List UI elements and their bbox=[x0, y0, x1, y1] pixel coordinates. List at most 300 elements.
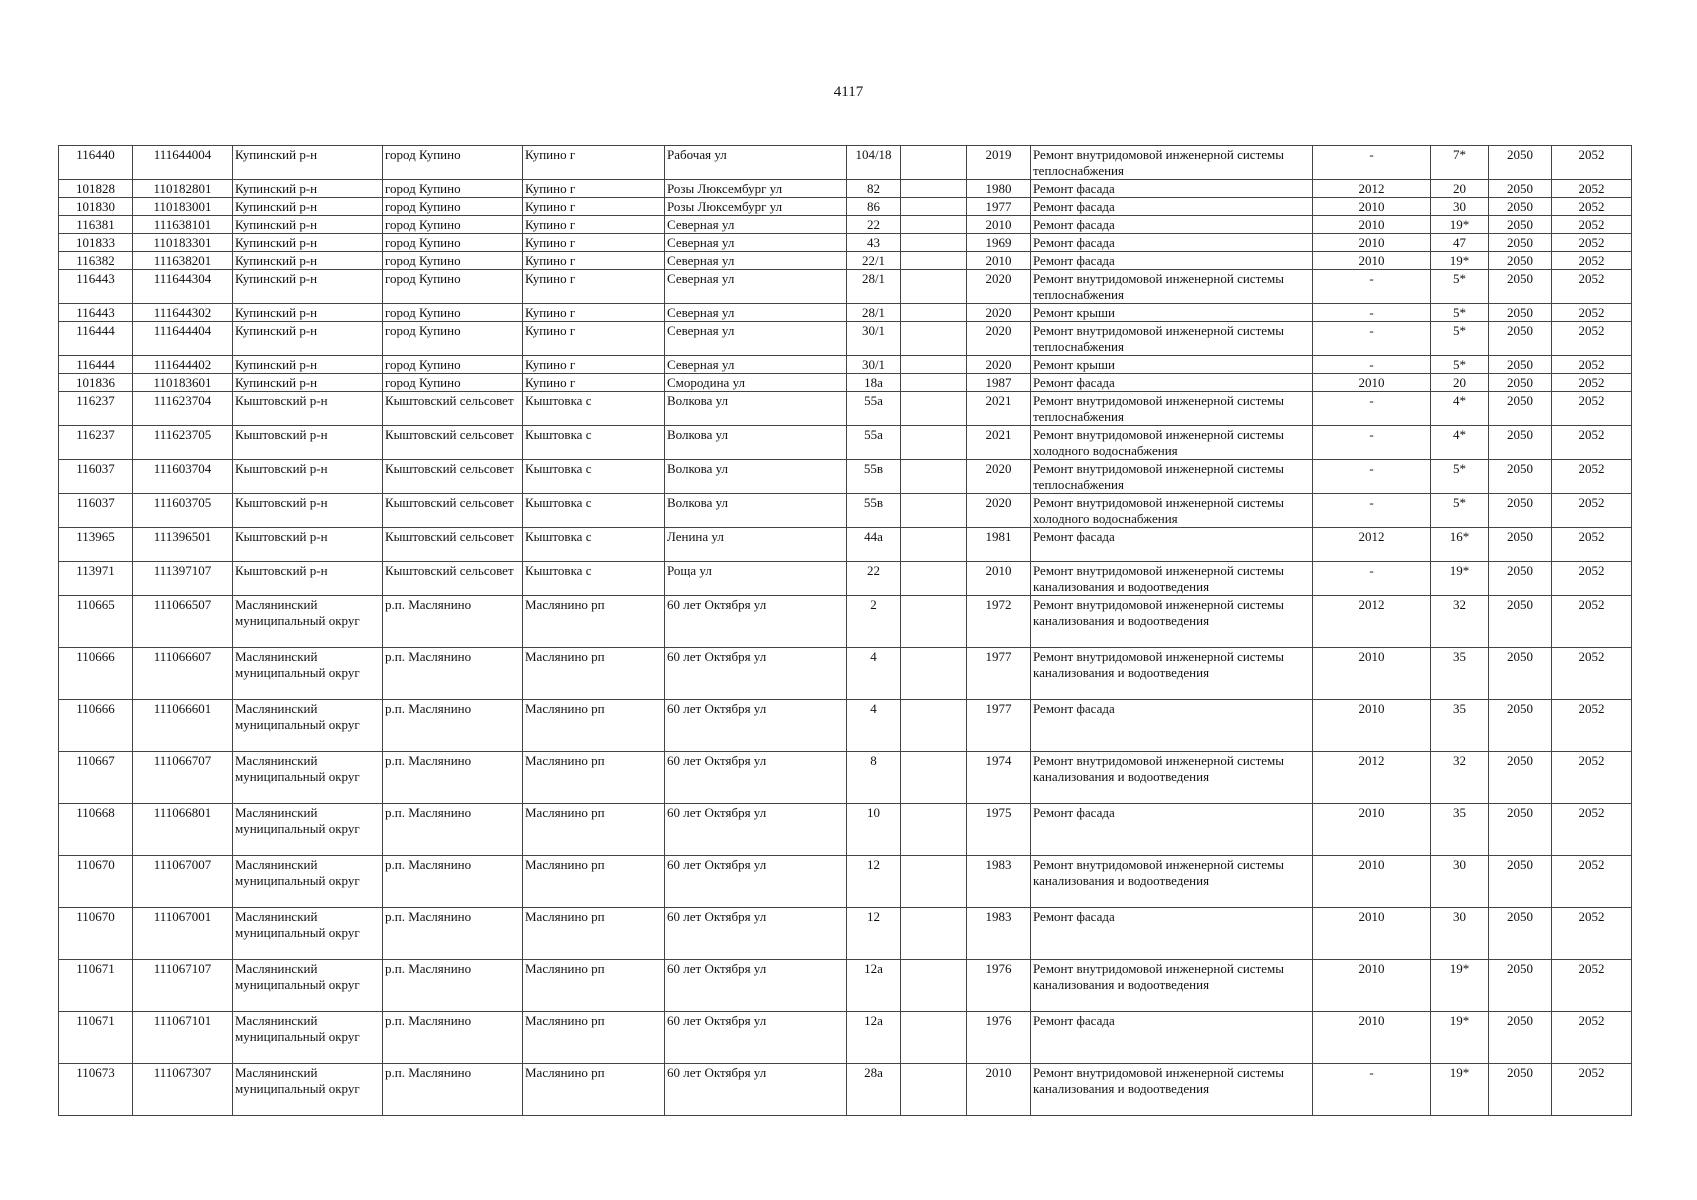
settlement-cell: Кыштовка с bbox=[523, 528, 665, 562]
work-type-cell: Ремонт внутридомовой инженерной системы теплоснабжения bbox=[1031, 322, 1313, 356]
last-repair-year-cell: 2010 bbox=[1313, 700, 1431, 752]
street-cell: Розы Люксембург ул bbox=[665, 180, 847, 198]
settlement-cell: Купино г bbox=[523, 270, 665, 304]
street-cell: Волкова ул bbox=[665, 426, 847, 460]
municipality-cell: город Купино bbox=[383, 252, 523, 270]
year-cell: 1969 bbox=[967, 234, 1031, 252]
work-type-cell: Ремонт крыши bbox=[1031, 304, 1313, 322]
object-code-cell: 111396501 bbox=[133, 528, 233, 562]
year-cell: 1987 bbox=[967, 374, 1031, 392]
house-number-cell: 22 bbox=[847, 216, 901, 234]
street-cell: Северная ул bbox=[665, 356, 847, 374]
plan-year-end-cell: 2052 bbox=[1552, 528, 1632, 562]
table-row bbox=[59, 180, 1632, 198]
house-number-cell: 2 bbox=[847, 596, 901, 648]
count-cell: 35 bbox=[1431, 648, 1489, 700]
district-cell: Купинский р-н bbox=[233, 146, 383, 180]
table-row bbox=[59, 562, 1632, 596]
last-repair-year-cell: 2012 bbox=[1313, 752, 1431, 804]
district-cell: Купинский р-н bbox=[233, 198, 383, 216]
municipality-cell: Кыштовский сельсовет bbox=[383, 460, 523, 494]
plan-year-end-cell: 2052 bbox=[1552, 322, 1632, 356]
object-code-cell: 111644404 bbox=[133, 322, 233, 356]
municipality-cell: р.п. Маслянино bbox=[383, 648, 523, 700]
count-cell: 19* bbox=[1431, 252, 1489, 270]
table-row bbox=[59, 198, 1632, 216]
plan-year-start-cell: 2050 bbox=[1489, 752, 1552, 804]
year-cell: 1976 bbox=[967, 960, 1031, 1012]
house-number-cell: 8 bbox=[847, 752, 901, 804]
work-type-cell: Ремонт фасада bbox=[1031, 234, 1313, 252]
row-id-cell: 116443 bbox=[59, 304, 133, 322]
work-type-cell: Ремонт внутридомовой инженерной системы канализования и водоотведения bbox=[1031, 1064, 1313, 1116]
work-type-cell: Ремонт крыши bbox=[1031, 356, 1313, 374]
house-number-cell: 104/18 bbox=[847, 146, 901, 180]
object-code-cell: 111066801 bbox=[133, 804, 233, 856]
count-cell: 35 bbox=[1431, 700, 1489, 752]
blank-cell bbox=[901, 596, 967, 648]
plan-year-end-cell: 2052 bbox=[1552, 356, 1632, 374]
work-type-cell: Ремонт внутридомовой инженерной системы канализования и водоотведения bbox=[1031, 562, 1313, 596]
table-row bbox=[59, 146, 1632, 180]
house-number-cell: 30/1 bbox=[847, 356, 901, 374]
table-row bbox=[59, 270, 1632, 304]
plan-year-start-cell: 2050 bbox=[1489, 700, 1552, 752]
settlement-cell: Маслянино рп bbox=[523, 960, 665, 1012]
work-type-cell: Ремонт фасада bbox=[1031, 252, 1313, 270]
blank-cell bbox=[901, 960, 967, 1012]
table-row bbox=[59, 1064, 1632, 1116]
count-cell: 35 bbox=[1431, 804, 1489, 856]
work-type-cell: Ремонт внутридомовой инженерной системы канализования и водоотведения bbox=[1031, 960, 1313, 1012]
count-cell: 5* bbox=[1431, 460, 1489, 494]
municipality-cell: Кыштовский сельсовет bbox=[383, 426, 523, 460]
settlement-cell: Маслянино рп bbox=[523, 1012, 665, 1064]
plan-year-start-cell: 2050 bbox=[1489, 596, 1552, 648]
row-id-cell: 110670 bbox=[59, 856, 133, 908]
row-id-cell: 101836 bbox=[59, 374, 133, 392]
table-row bbox=[59, 234, 1632, 252]
row-id-cell: 116381 bbox=[59, 216, 133, 234]
settlement-cell: Купино г bbox=[523, 304, 665, 322]
house-number-cell: 10 bbox=[847, 804, 901, 856]
last-repair-year-cell: 2010 bbox=[1313, 216, 1431, 234]
municipality-cell: город Купино bbox=[383, 234, 523, 252]
last-repair-year-cell: 2010 bbox=[1313, 1012, 1431, 1064]
street-cell: Смородина ул bbox=[665, 374, 847, 392]
table-row bbox=[59, 648, 1632, 700]
plan-year-start-cell: 2050 bbox=[1489, 270, 1552, 304]
plan-year-start-cell: 2050 bbox=[1489, 648, 1552, 700]
row-id-cell: 116037 bbox=[59, 460, 133, 494]
settlement-cell: Купино г bbox=[523, 216, 665, 234]
plan-year-start-cell: 2050 bbox=[1489, 234, 1552, 252]
plan-year-end-cell: 2052 bbox=[1552, 960, 1632, 1012]
count-cell: 5* bbox=[1431, 322, 1489, 356]
count-cell: 30 bbox=[1431, 856, 1489, 908]
plan-year-start-cell: 2050 bbox=[1489, 392, 1552, 426]
last-repair-year-cell: - bbox=[1313, 494, 1431, 528]
row-id-cell: 110671 bbox=[59, 960, 133, 1012]
blank-cell bbox=[901, 1064, 967, 1116]
municipality-cell: город Купино bbox=[383, 198, 523, 216]
district-cell: Купинский р-н bbox=[233, 270, 383, 304]
house-number-cell: 44а bbox=[847, 528, 901, 562]
plan-year-end-cell: 2052 bbox=[1552, 494, 1632, 528]
year-cell: 2020 bbox=[967, 356, 1031, 374]
work-type-cell: Ремонт фасада bbox=[1031, 528, 1313, 562]
plan-year-end-cell: 2052 bbox=[1552, 252, 1632, 270]
district-cell: Кыштовский р-н bbox=[233, 562, 383, 596]
work-type-cell: Ремонт фасада bbox=[1031, 804, 1313, 856]
count-cell: 20 bbox=[1431, 180, 1489, 198]
count-cell: 5* bbox=[1431, 356, 1489, 374]
municipality-cell: город Купино bbox=[383, 374, 523, 392]
row-id-cell: 110666 bbox=[59, 648, 133, 700]
count-cell: 19* bbox=[1431, 1012, 1489, 1064]
municipality-cell: р.п. Маслянино bbox=[383, 1064, 523, 1116]
plan-year-start-cell: 2050 bbox=[1489, 216, 1552, 234]
object-code-cell: 111644004 bbox=[133, 146, 233, 180]
settlement-cell: Кыштовка с bbox=[523, 562, 665, 596]
blank-cell bbox=[901, 856, 967, 908]
municipality-cell: р.п. Маслянино bbox=[383, 1012, 523, 1064]
row-id-cell: 110667 bbox=[59, 752, 133, 804]
count-cell: 4* bbox=[1431, 426, 1489, 460]
street-cell: 60 лет Октября ул bbox=[665, 648, 847, 700]
count-cell: 30 bbox=[1431, 198, 1489, 216]
house-number-cell: 86 bbox=[847, 198, 901, 216]
table-row bbox=[59, 460, 1632, 494]
last-repair-year-cell: - bbox=[1313, 146, 1431, 180]
count-cell: 16* bbox=[1431, 528, 1489, 562]
object-code-cell: 111067007 bbox=[133, 856, 233, 908]
blank-cell bbox=[901, 198, 967, 216]
count-cell: 32 bbox=[1431, 752, 1489, 804]
object-code-cell: 111603705 bbox=[133, 494, 233, 528]
work-type-cell: Ремонт фасада bbox=[1031, 374, 1313, 392]
house-number-cell: 55в bbox=[847, 494, 901, 528]
object-code-cell: 111638101 bbox=[133, 216, 233, 234]
row-id-cell: 116237 bbox=[59, 426, 133, 460]
district-cell: Маслянинский муниципальный округ bbox=[233, 804, 383, 856]
district-cell: Кыштовский р-н bbox=[233, 392, 383, 426]
table-row bbox=[59, 1012, 1632, 1064]
settlement-cell: Маслянино рп bbox=[523, 700, 665, 752]
district-cell: Купинский р-н bbox=[233, 234, 383, 252]
plan-year-start-cell: 2050 bbox=[1489, 146, 1552, 180]
object-code-cell: 110183601 bbox=[133, 374, 233, 392]
plan-year-end-cell: 2052 bbox=[1552, 270, 1632, 304]
work-type-cell: Ремонт внутридомовой инженерной системы теплоснабжения bbox=[1031, 270, 1313, 304]
work-type-cell: Ремонт внутридомовой инженерной системы теплоснабжения bbox=[1031, 392, 1313, 426]
object-code-cell: 111067101 bbox=[133, 1012, 233, 1064]
row-id-cell: 116440 bbox=[59, 146, 133, 180]
district-cell: Купинский р-н bbox=[233, 322, 383, 356]
object-code-cell: 111067307 bbox=[133, 1064, 233, 1116]
row-id-cell: 116444 bbox=[59, 322, 133, 356]
table-row bbox=[59, 252, 1632, 270]
street-cell: Волкова ул bbox=[665, 460, 847, 494]
district-cell: Маслянинский муниципальный округ bbox=[233, 648, 383, 700]
object-code-cell: 110183301 bbox=[133, 234, 233, 252]
count-cell: 5* bbox=[1431, 494, 1489, 528]
settlement-cell: Маслянино рп bbox=[523, 856, 665, 908]
district-cell: Купинский р-н bbox=[233, 216, 383, 234]
object-code-cell: 111644304 bbox=[133, 270, 233, 304]
work-type-cell: Ремонт фасада bbox=[1031, 908, 1313, 960]
object-code-cell: 110183001 bbox=[133, 198, 233, 216]
settlement-cell: Купино г bbox=[523, 374, 665, 392]
settlement-cell: Кыштовка с bbox=[523, 460, 665, 494]
table-row bbox=[59, 216, 1632, 234]
year-cell: 1977 bbox=[967, 700, 1031, 752]
object-code-cell: 111603704 bbox=[133, 460, 233, 494]
plan-year-end-cell: 2052 bbox=[1552, 1012, 1632, 1064]
district-cell: Кыштовский р-н bbox=[233, 426, 383, 460]
object-code-cell: 111066707 bbox=[133, 752, 233, 804]
street-cell: Северная ул bbox=[665, 216, 847, 234]
house-number-cell: 28/1 bbox=[847, 304, 901, 322]
plan-year-end-cell: 2052 bbox=[1552, 596, 1632, 648]
object-code-cell: 111623704 bbox=[133, 392, 233, 426]
plan-year-start-cell: 2050 bbox=[1489, 1012, 1552, 1064]
last-repair-year-cell: 2010 bbox=[1313, 908, 1431, 960]
blank-cell bbox=[901, 700, 967, 752]
settlement-cell: Маслянино рп bbox=[523, 804, 665, 856]
plan-year-start-cell: 2050 bbox=[1489, 304, 1552, 322]
row-id-cell: 116443 bbox=[59, 270, 133, 304]
street-cell: 60 лет Октября ул bbox=[665, 856, 847, 908]
municipality-cell: Кыштовский сельсовет bbox=[383, 562, 523, 596]
last-repair-year-cell: 2010 bbox=[1313, 198, 1431, 216]
plan-year-start-cell: 2050 bbox=[1489, 322, 1552, 356]
work-type-cell: Ремонт фасада bbox=[1031, 216, 1313, 234]
street-cell: 60 лет Октября ул bbox=[665, 1064, 847, 1116]
municipality-cell: р.п. Маслянино bbox=[383, 700, 523, 752]
work-type-cell: Ремонт внутридомовой инженерной системы холодного водоснабжения bbox=[1031, 426, 1313, 460]
work-type-cell: Ремонт внутридомовой инженерной системы холодного водоснабжения bbox=[1031, 494, 1313, 528]
plan-year-end-cell: 2052 bbox=[1552, 908, 1632, 960]
plan-year-end-cell: 2052 bbox=[1552, 700, 1632, 752]
capital-repair-table bbox=[58, 145, 1632, 1116]
object-code-cell: 111067001 bbox=[133, 908, 233, 960]
table-row bbox=[59, 960, 1632, 1012]
street-cell: Северная ул bbox=[665, 304, 847, 322]
district-cell: Маслянинский муниципальный округ bbox=[233, 700, 383, 752]
blank-cell bbox=[901, 804, 967, 856]
settlement-cell: Кыштовка с bbox=[523, 426, 665, 460]
municipality-cell: р.п. Маслянино bbox=[383, 960, 523, 1012]
municipality-cell: город Купино bbox=[383, 356, 523, 374]
work-type-cell: Ремонт внутридомовой инженерной системы теплоснабжения bbox=[1031, 460, 1313, 494]
blank-cell bbox=[901, 252, 967, 270]
plan-year-end-cell: 2052 bbox=[1552, 180, 1632, 198]
table-row bbox=[59, 596, 1632, 648]
street-cell: 60 лет Октября ул bbox=[665, 700, 847, 752]
blank-cell bbox=[901, 494, 967, 528]
object-code-cell: 111397107 bbox=[133, 562, 233, 596]
municipality-cell: город Купино bbox=[383, 180, 523, 198]
last-repair-year-cell: - bbox=[1313, 304, 1431, 322]
year-cell: 1972 bbox=[967, 596, 1031, 648]
street-cell: Рабочая ул bbox=[665, 146, 847, 180]
row-id-cell: 101833 bbox=[59, 234, 133, 252]
last-repair-year-cell: 2012 bbox=[1313, 180, 1431, 198]
municipality-cell: р.п. Маслянино bbox=[383, 596, 523, 648]
plan-year-start-cell: 2050 bbox=[1489, 960, 1552, 1012]
district-cell: Маслянинский муниципальный округ bbox=[233, 1064, 383, 1116]
street-cell: Северная ул bbox=[665, 234, 847, 252]
house-number-cell: 43 bbox=[847, 234, 901, 252]
object-code-cell: 111067107 bbox=[133, 960, 233, 1012]
street-cell: 60 лет Октября ул bbox=[665, 596, 847, 648]
count-cell: 30 bbox=[1431, 908, 1489, 960]
district-cell: Маслянинский муниципальный округ bbox=[233, 1012, 383, 1064]
last-repair-year-cell: - bbox=[1313, 270, 1431, 304]
work-type-cell: Ремонт внутридомовой инженерной системы канализования и водоотведения bbox=[1031, 648, 1313, 700]
district-cell: Кыштовский р-н bbox=[233, 528, 383, 562]
work-type-cell: Ремонт фасада bbox=[1031, 180, 1313, 198]
table-row bbox=[59, 752, 1632, 804]
year-cell: 2010 bbox=[967, 216, 1031, 234]
blank-cell bbox=[901, 1012, 967, 1064]
table-row bbox=[59, 804, 1632, 856]
count-cell: 19* bbox=[1431, 960, 1489, 1012]
table-row bbox=[59, 528, 1632, 562]
plan-year-start-cell: 2050 bbox=[1489, 426, 1552, 460]
year-cell: 2019 bbox=[967, 146, 1031, 180]
plan-year-end-cell: 2052 bbox=[1552, 648, 1632, 700]
table-row bbox=[59, 304, 1632, 322]
street-cell: 60 лет Октября ул bbox=[665, 908, 847, 960]
row-id-cell: 110671 bbox=[59, 1012, 133, 1064]
settlement-cell: Купино г bbox=[523, 198, 665, 216]
municipality-cell: р.п. Маслянино bbox=[383, 856, 523, 908]
table-row bbox=[59, 908, 1632, 960]
object-code-cell: 110182801 bbox=[133, 180, 233, 198]
blank-cell bbox=[901, 752, 967, 804]
plan-year-end-cell: 2052 bbox=[1552, 426, 1632, 460]
plan-year-end-cell: 2052 bbox=[1552, 234, 1632, 252]
house-number-cell: 22/1 bbox=[847, 252, 901, 270]
district-cell: Маслянинский муниципальный округ bbox=[233, 596, 383, 648]
blank-cell bbox=[901, 146, 967, 180]
last-repair-year-cell: 2010 bbox=[1313, 234, 1431, 252]
object-code-cell: 111644402 bbox=[133, 356, 233, 374]
municipality-cell: город Купино bbox=[383, 146, 523, 180]
house-number-cell: 28/1 bbox=[847, 270, 901, 304]
plan-year-start-cell: 2050 bbox=[1489, 356, 1552, 374]
object-code-cell: 111644302 bbox=[133, 304, 233, 322]
settlement-cell: Купино г bbox=[523, 322, 665, 356]
street-cell: Волкова ул bbox=[665, 392, 847, 426]
plan-year-end-cell: 2052 bbox=[1552, 460, 1632, 494]
count-cell: 7* bbox=[1431, 146, 1489, 180]
row-id-cell: 116037 bbox=[59, 494, 133, 528]
last-repair-year-cell: 2012 bbox=[1313, 528, 1431, 562]
row-id-cell: 110670 bbox=[59, 908, 133, 960]
work-type-cell: Ремонт фасада bbox=[1031, 700, 1313, 752]
last-repair-year-cell: 2010 bbox=[1313, 252, 1431, 270]
year-cell: 1981 bbox=[967, 528, 1031, 562]
plan-year-start-cell: 2050 bbox=[1489, 460, 1552, 494]
house-number-cell: 18а bbox=[847, 374, 901, 392]
plan-year-end-cell: 2052 bbox=[1552, 804, 1632, 856]
year-cell: 2010 bbox=[967, 562, 1031, 596]
plan-year-end-cell: 2052 bbox=[1552, 392, 1632, 426]
last-repair-year-cell: - bbox=[1313, 1064, 1431, 1116]
row-id-cell: 110668 bbox=[59, 804, 133, 856]
plan-year-end-cell: 2052 bbox=[1552, 562, 1632, 596]
house-number-cell: 22 bbox=[847, 562, 901, 596]
plan-year-start-cell: 2050 bbox=[1489, 804, 1552, 856]
table-row bbox=[59, 322, 1632, 356]
work-type-cell: Ремонт фасада bbox=[1031, 1012, 1313, 1064]
row-id-cell: 113965 bbox=[59, 528, 133, 562]
street-cell: Ленина ул bbox=[665, 528, 847, 562]
street-cell: Северная ул bbox=[665, 252, 847, 270]
district-cell: Маслянинский муниципальный округ bbox=[233, 908, 383, 960]
object-code-cell: 111623705 bbox=[133, 426, 233, 460]
year-cell: 1983 bbox=[967, 908, 1031, 960]
street-cell: Северная ул bbox=[665, 270, 847, 304]
street-cell: 60 лет Октября ул bbox=[665, 960, 847, 1012]
blank-cell bbox=[901, 270, 967, 304]
municipality-cell: город Купино bbox=[383, 322, 523, 356]
blank-cell bbox=[901, 562, 967, 596]
plan-year-end-cell: 2052 bbox=[1552, 1064, 1632, 1116]
house-number-cell: 30/1 bbox=[847, 322, 901, 356]
blank-cell bbox=[901, 648, 967, 700]
year-cell: 2021 bbox=[967, 426, 1031, 460]
house-number-cell: 12а bbox=[847, 1012, 901, 1064]
count-cell: 5* bbox=[1431, 270, 1489, 304]
count-cell: 19* bbox=[1431, 1064, 1489, 1116]
plan-year-end-cell: 2052 bbox=[1552, 374, 1632, 392]
count-cell: 20 bbox=[1431, 374, 1489, 392]
blank-cell bbox=[901, 528, 967, 562]
plan-year-start-cell: 2050 bbox=[1489, 374, 1552, 392]
row-id-cell: 110673 bbox=[59, 1064, 133, 1116]
object-code-cell: 111638201 bbox=[133, 252, 233, 270]
municipality-cell: р.п. Маслянино bbox=[383, 752, 523, 804]
plan-year-start-cell: 2050 bbox=[1489, 198, 1552, 216]
blank-cell bbox=[901, 216, 967, 234]
last-repair-year-cell: - bbox=[1313, 356, 1431, 374]
settlement-cell: Купино г bbox=[523, 146, 665, 180]
plan-year-start-cell: 2050 bbox=[1489, 908, 1552, 960]
object-code-cell: 111066601 bbox=[133, 700, 233, 752]
district-cell: Купинский р-н bbox=[233, 252, 383, 270]
work-type-cell: Ремонт внутридомовой инженерной системы теплоснабжения bbox=[1031, 146, 1313, 180]
table-row bbox=[59, 856, 1632, 908]
blank-cell bbox=[901, 322, 967, 356]
plan-year-end-cell: 2052 bbox=[1552, 216, 1632, 234]
street-cell: Роща ул bbox=[665, 562, 847, 596]
plan-year-start-cell: 2050 bbox=[1489, 562, 1552, 596]
plan-year-end-cell: 2052 bbox=[1552, 198, 1632, 216]
last-repair-year-cell: 2012 bbox=[1313, 596, 1431, 648]
municipality-cell: Кыштовский сельсовет bbox=[383, 392, 523, 426]
street-cell: Северная ул bbox=[665, 322, 847, 356]
last-repair-year-cell: - bbox=[1313, 392, 1431, 426]
street-cell: Розы Люксембург ул bbox=[665, 198, 847, 216]
municipality-cell: Кыштовский сельсовет bbox=[383, 494, 523, 528]
municipality-cell: город Купино bbox=[383, 216, 523, 234]
year-cell: 1974 bbox=[967, 752, 1031, 804]
year-cell: 1977 bbox=[967, 198, 1031, 216]
